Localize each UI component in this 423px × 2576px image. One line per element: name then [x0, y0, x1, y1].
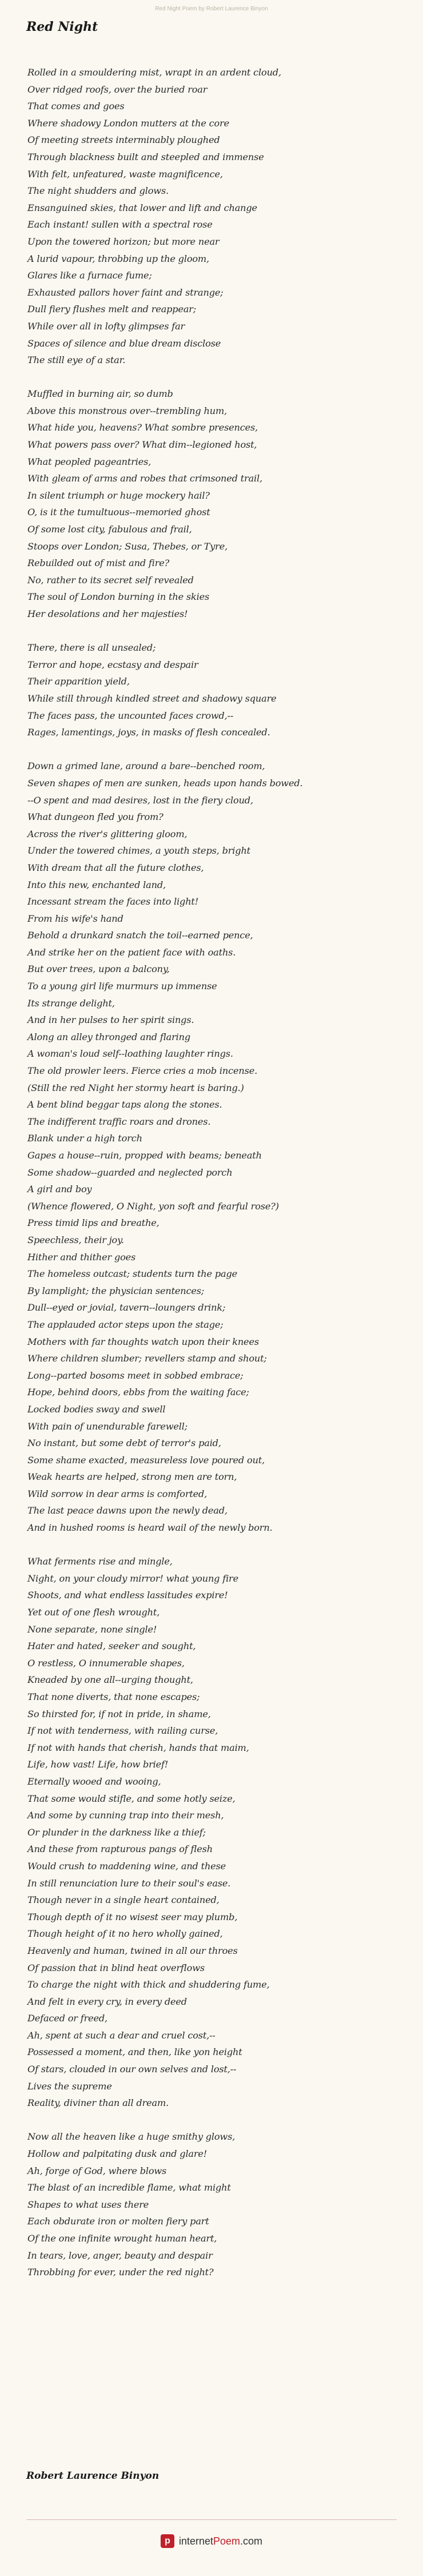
poem-line: Hither and thither goes [27, 1251, 136, 1263]
poem-line: That some would stifle, and some hotly seize, [27, 1793, 236, 1804]
poem-line: A lurid vapour, throbbing up the gloom, [27, 253, 210, 264]
poem-stanza [27, 2128, 405, 2280]
poem-line: Press timid lips and breathe, [27, 1217, 159, 1229]
poem-line: Through blackness built and steepled and immense [27, 151, 264, 162]
poem-stanza [27, 758, 405, 1536]
poem-line: Where shadowy London mutters at the core [27, 117, 229, 129]
poem-line: Behold a drunkard snatch the toil--earned pence, [27, 930, 253, 941]
poem-line: No, rather to its secret self revealed [27, 574, 194, 586]
poem-line: --O spent and mad desires, lost in the fiery cloud, [27, 794, 253, 806]
poem-line: If not with hands that cherish, hands that maim, [27, 1742, 249, 1753]
poem-line: Above this monstrous over--trembling hum, [27, 405, 228, 416]
poem-line: Long--parted bosoms meet in sobbed embrace; [27, 1369, 244, 1381]
poem-line: With felt, unfeatured, waste magnificence, [27, 168, 223, 180]
poem-line: And strike her on the patient face with oaths. [27, 946, 236, 958]
poem-line: While over all in lofty glimpses far [27, 320, 185, 332]
poem-line: What peopled pageantries, [27, 456, 151, 467]
poem-stanza [27, 639, 405, 741]
poem-line: What hide you, heavens? What sombre presences, [27, 422, 258, 433]
poem-line: Under the towered chimes, a youth steps, bright [27, 845, 250, 857]
poem-line: Speechless, their joy. [27, 1234, 124, 1245]
poem-line: And in hushed rooms is heard wail of the newly born. [27, 1522, 273, 1534]
poem-line: Exhausted pallors hover faint and strange; [27, 286, 224, 298]
poem-line: Of stars, clouded in our own selves and lost,-- [27, 2064, 237, 2075]
poem-line: Of meeting streets interminably ploughed [27, 134, 220, 146]
poem-line: Now all the heaven like a huge smithy glows, [27, 2131, 236, 2143]
poem-line: Terror and hope, ecstasy and despair [27, 659, 198, 670]
poem-line: To charge the night with thick and shuddering fume, [27, 1979, 270, 1990]
poem-line: The applauded actor steps upon the stage; [27, 1319, 224, 1330]
poem-line: But over trees, upon a balcony, [27, 963, 170, 975]
poem-line: (Whence flowered, O Night, yon soft and fearful rose?) [27, 1200, 279, 1212]
poem-line: Seven shapes of men are sunken, heads upon hands bowed. [27, 777, 303, 789]
poem-line: To a young girl life murmurs up immense [27, 981, 217, 992]
poem-line: Though height of it no hero wholly gained, [27, 1928, 223, 1940]
poem-line: In tears, love, anger, beauty and despair [27, 2249, 213, 2261]
poem-line: Lives the supreme [27, 2080, 112, 2092]
poem-line: With gleam of arms and robes that crimsoned trail, [27, 473, 262, 484]
poem-line: Hope, behind doors, ebbs from the waiting face; [27, 1387, 249, 1398]
poem-line: The still eye of a star. [27, 355, 126, 366]
poem-stanza [27, 1553, 405, 2112]
poem-line: A bent blind beggar taps along the stones. [27, 1099, 222, 1110]
site-brand[interactable] [0, 2534, 423, 2548]
poem-body [27, 64, 405, 2298]
poem-line: Rolled in a smouldering mist, wrapt in an ardent cloud, [27, 67, 281, 78]
poem-line: By lamplight; the physician sentences; [27, 1285, 205, 1296]
footer-divider [26, 2519, 397, 2520]
poem-line: The night shudders and glows. [27, 185, 169, 197]
poem-line: Shoots, and what endless lassitudes expire! [27, 1590, 228, 1601]
poem-line: Glares like a furnace fume; [27, 270, 152, 281]
poem-line: Shapes to what uses there [27, 2199, 149, 2210]
poem-line: Life, how vast! Life, how brief! [27, 1759, 169, 1770]
poem-line: Kneaded by one all--urging thought, [27, 1674, 193, 1686]
poem-line: Rages, lamentings, joys, in masks of flesh concealed. [27, 727, 270, 738]
poem-line: Night, on your cloudy mirror! what young fire [27, 1572, 238, 1584]
poem-line: A girl and boy [27, 1184, 92, 1195]
poem-line: Its strange delight, [27, 997, 115, 1009]
poem-line: Throbbing for ever, under the red night? [27, 2267, 214, 2278]
poem-line: From his wife's hand [27, 913, 123, 924]
poem-line: Of the one infinite wrought human heart, [27, 2233, 217, 2244]
poem-line: And some by cunning trap into their mesh, [27, 1810, 224, 1821]
poem-line: The faces pass, the uncounted faces crowd,-- [27, 710, 234, 721]
poem-line: The blast of an incredible flame, what might [27, 2182, 231, 2193]
poem-line: O restless, O innumerable shapes, [27, 1657, 185, 1669]
poem-line: Each instant! sullen with a spectral rose [27, 219, 213, 230]
poem-line: Over ridged roofs, over the buried roar [27, 83, 207, 95]
poem-line: Where children slumber; revellers stamp and shout; [27, 1353, 267, 1364]
poem-line: And in her pulses to her spirit sings. [27, 1014, 194, 1026]
poem-line: Ah, forge of God, where blows [27, 2165, 167, 2176]
poem-line: The old prowler leers. Fierce cries a mob incense. [27, 1065, 258, 1077]
poem-line: Some shame exacted, measureless love poured out, [27, 1454, 265, 1466]
poem-line: If not with tenderness, with railing curse, [27, 1725, 218, 1737]
poem-line: With pain of unendurable farewell; [27, 1420, 187, 1432]
poem-line: Wild sorrow in dear arms is comforted, [27, 1488, 207, 1499]
internetpoem-logo-icon: p [161, 2534, 174, 2548]
poem-line: O, is it the tumultuous--memoried ghost [27, 507, 210, 518]
poem-line: Or plunder in the darkness like a thief; [27, 1826, 206, 1838]
poem-line: (Still the red Night her stormy heart is baring.) [27, 1082, 244, 1093]
poem-line: Defaced or freed, [27, 2013, 107, 2024]
poem-line: Of some lost city, fabulous and frail, [27, 524, 192, 535]
poem-line: Muffled in burning air, so dumb [27, 388, 173, 400]
poem-line: Gapes a house--ruin, propped with beams; beneath [27, 1150, 262, 1161]
poem-author[interactable]: Robert Laurence Binyon [26, 2470, 159, 2482]
poem-line: Into this new, enchanted land, [27, 879, 166, 890]
poem-line: The homeless outcast; students turn the page [27, 1268, 237, 1280]
poem-line: Blank under a high torch [27, 1133, 142, 1144]
poem-line: So thirsted for, if not in pride, in shame, [27, 1708, 211, 1719]
poem-line: Incessant stream the faces into light! [27, 896, 199, 907]
poem-line: There, there is all unsealed; [27, 642, 156, 654]
brand-accent: Poem [213, 2535, 241, 2547]
poem-line: Stoops over London; Susa, Thebes, or Tyre, [27, 540, 228, 552]
poem-line: Locked bodies sway and swell [27, 1403, 166, 1415]
poem-line: Upon the towered horizon; but more near [27, 236, 220, 247]
poem-line: Of passion that in blind heat overflows [27, 1962, 205, 1973]
poem-line: With dream that all the future clothes, [27, 862, 204, 873]
poem-line: Ah, spent at such a dear and cruel cost,-- [27, 2029, 216, 2041]
poem-line: Yet out of one flesh wrought, [27, 1607, 160, 1618]
brand-suffix: .com [240, 2535, 263, 2547]
poem-line: Ensanguined skies, that lower and lift and change [27, 202, 257, 213]
poem-line: Spaces of silence and blue dream disclose [27, 337, 221, 349]
poem-line: Rebuilded out of mist and fire? [27, 558, 170, 569]
poem-line: The indifferent traffic roars and drones. [27, 1116, 211, 1127]
poem-line: That comes and goes [27, 101, 125, 112]
poem-line: Dull fiery flushes melt and reappear; [27, 304, 197, 315]
poem-line: In still renunciation lure to their soul's ease. [27, 1877, 231, 1889]
poem-line: None separate, none single! [27, 1623, 157, 1635]
poem-line: Hater and hated, seeker and sought, [27, 1641, 196, 1652]
poem-line: And these from rapturous pangs of flesh [27, 1844, 213, 1855]
poem-line: No instant, but some debt of terror's paid, [27, 1438, 221, 1449]
poem-line: What dungeon fled you from? [27, 811, 163, 823]
poem-line: While still through kindled street and shadowy square [27, 692, 277, 704]
poem-stanza [27, 385, 405, 622]
poem-line: Though never in a single heart contained, [27, 1894, 220, 1906]
poem-line: Her desolations and her majesties! [27, 608, 188, 619]
poem-line: Across the river's glittering gloom, [27, 828, 187, 839]
poem-line: Some shadow--guarded and neglected porch [27, 1166, 233, 1178]
poem-line: Eternally wooed and wooing, [27, 1775, 161, 1787]
poem-line: And felt in every cry, in every deed [27, 1996, 187, 2007]
poem-line: Down a grimed lane, around a bare--benched room, [27, 761, 265, 772]
poem-line: Possessed a moment, and then, like yon height [27, 2047, 242, 2058]
brand-name [179, 2535, 262, 2547]
poem-line: A woman's loud self--loathing laughter rings. [27, 1048, 233, 1060]
poem-line: That none diverts, that none escapes; [27, 1691, 200, 1702]
poem-line: Though depth of it no wisest seer may plumb, [27, 1911, 238, 1922]
poem-line: Weak hearts are helped, strong men are torn, [27, 1471, 237, 1483]
poem-line: What powers pass over? What dim--legioned host, [27, 439, 257, 451]
brand-prefix: internet [178, 2535, 213, 2547]
poem-line: The soul of London burning in the skies [27, 591, 210, 603]
poem-line: Mothers with far thoughts watch upon their knees [27, 1336, 259, 1347]
poem-line: Their apparition yield, [27, 676, 130, 687]
poem-line: Along an alley thronged and flaring [27, 1031, 191, 1042]
poem-line: Would crush to maddening wine, and these [27, 1860, 226, 1872]
poem-line: Reality, diviner than all dream. [27, 2097, 169, 2109]
poem-title: Red Night [26, 19, 98, 34]
poem-line: Dull--eyed or jovial, tavern--loungers drink; [27, 1302, 226, 1313]
poem-line: What ferments rise and mingle, [27, 1556, 173, 1567]
poem-line: Hollow and palpitating dusk and glare! [27, 2148, 207, 2160]
poem-line: In silent triumph or huge mockery hail? [27, 489, 210, 501]
poem-stanza [27, 64, 405, 369]
poem-line: Each obdurate iron or molten fiery part [27, 2216, 209, 2227]
poem-line: The last peace dawns upon the newly dead, [27, 1505, 228, 1516]
page-header: Red Night Poem by Robert Laurence Binyon [155, 6, 268, 12]
poem-line: Heavenly and human, twined in all our throes [27, 1945, 238, 1956]
